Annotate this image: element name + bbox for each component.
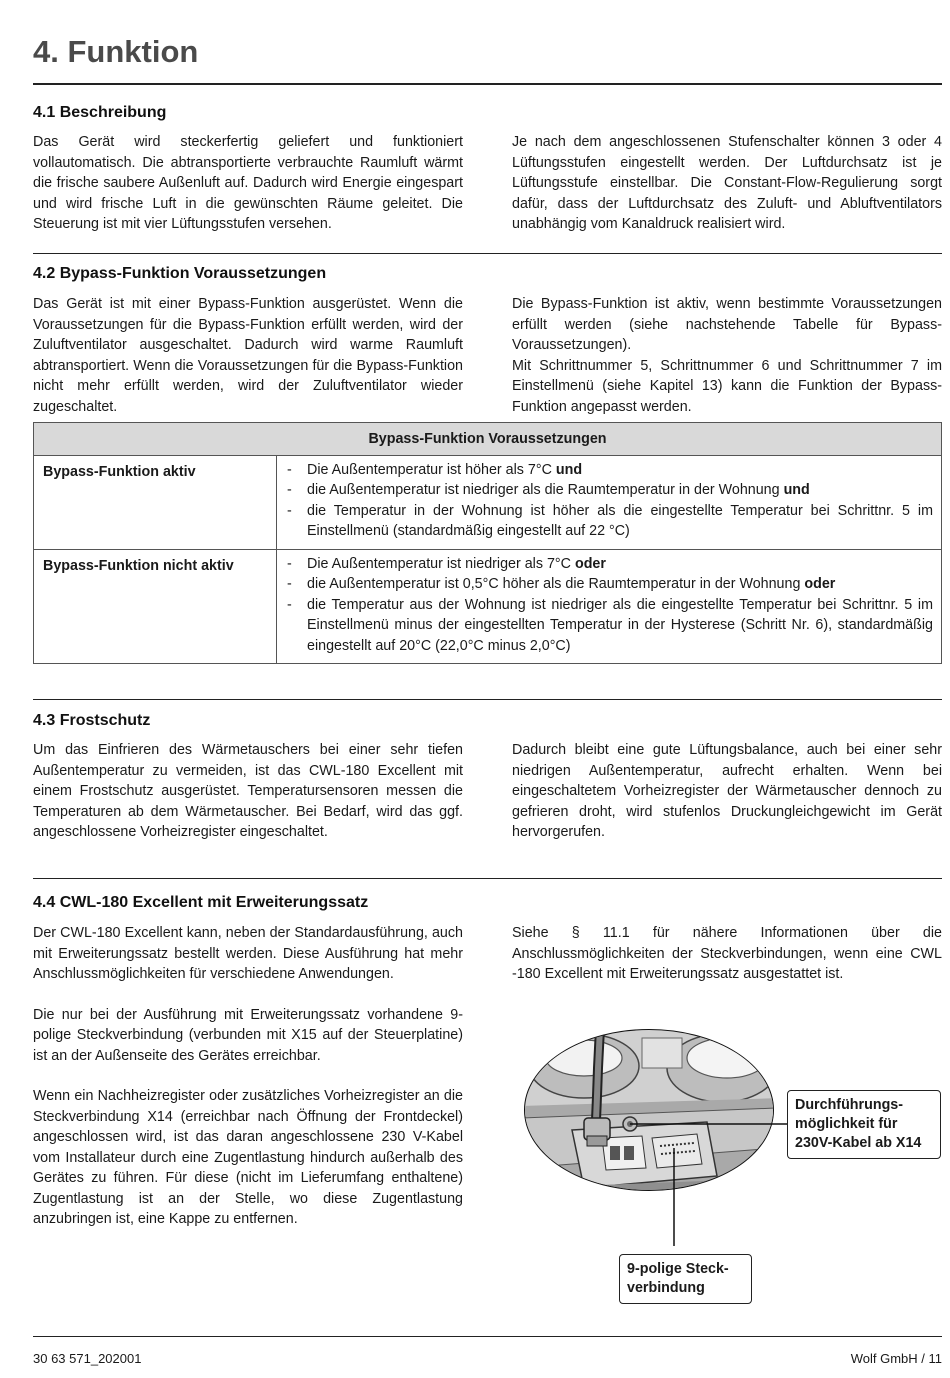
document-code: 30 63 571_202001 — [33, 1351, 142, 1366]
device-connector-illustration — [522, 1028, 942, 1303]
callout-line: Durchführungs- — [795, 1097, 904, 1113]
row-conditions-inactive — [277, 549, 942, 664]
chapter-title: 4. Funktion — [33, 34, 199, 69]
text-beschreibung-left: Das Gerät wird steckerfertig geliefert und funktioniert vollautomatisch. Die abtransportierte verbrauchte Raumluft wärmt die frische saubere Außenluft auf. Dadurch wird Energie eingespart und wird frische Luft in die gewünschten Räume geleitet. Die Steuerung ist mit vier Lüftungsstufen versehen. — [33, 134, 463, 232]
footer-divider — [33, 1336, 942, 1337]
condition-text: die Temperatur in der Wohnung ist höher als die eingestellte Temperatur bei Schrittnr. 5 im Einstellmenü (standardmäßig eingestellt auf 22 °C) — [307, 502, 933, 539]
paragraph: Die nur bei der Ausführung mit Erweiterungssatz vorhandene 9-polige Steckverbindung (verbunden mit X15 auf der Steuerplatine) ist an der Außenseite des Gerätes erreichbar. — [33, 1006, 463, 1064]
table-header: Bypass-Funktion Voraussetzungen — [34, 423, 942, 456]
dash: - — [287, 461, 292, 478]
callout-cable-entry — [787, 1090, 941, 1159]
dash: - — [287, 555, 292, 572]
condition-text: Die Außentemperatur ist niedriger als 7°C — [307, 555, 571, 572]
table-row — [34, 455, 942, 549]
condition-item — [287, 480, 933, 501]
callout-line: 9-polige Steck- — [627, 1261, 729, 1277]
condition-item — [287, 501, 933, 542]
divider — [33, 878, 942, 879]
text-bypass-right-p1: Die Bypass-Funktion ist aktiv, wenn bestimmte Voraussetzungen erfüllt werden (siehe nachstehende Tabelle für Bypass-Voraussetzungen). — [512, 296, 942, 353]
divider — [33, 253, 942, 254]
section-title-bypass: 4.2 Bypass-Funktion Voraussetzungen — [33, 265, 327, 282]
condition-connector: oder — [804, 576, 836, 592]
callout-line: verbindung — [627, 1280, 705, 1296]
row-conditions-active — [277, 455, 942, 549]
condition-text: die Außentemperatur ist niedriger als die Raumtemperatur in der Wohnung — [307, 482, 780, 498]
paragraph: Der CWL-180 Excellent kann, neben der Standardausführung, auch mit Erweiterungssatz bestellt werden. Diese Ausführung hat mehr Anschlussmöglichkeiten für verschiedene Anwendungen. — [33, 925, 463, 982]
condition-connector: oder — [574, 555, 606, 572]
condition-connector: und — [783, 482, 810, 498]
paragraph: Wenn ein Nachheizregister oder zusätzliches Vorheizregister an die Steckverbindung X14 (erreichbar nach Öffnung der Frontdeckel) angeschlossen wird, ist das daran angeschlossene 230 V-Kabel vom Installateur durch eine Zugentlastung hindurch außerhalb des Gerätes zu führen. Für diese (nicht im Lieferumfang enthaltene) Zugentlastung ist an der Stelle, wo diese Zugentlastung anzubringen ist, eine Kappe zu entfernen. — [33, 1088, 463, 1227]
text-bypass-right-p2: Mit Schrittnummer 5, Schrittnummer 6 und Schrittnummer 7 im Einstellmenü (siehe Kapitel 13) kann die Funktion der Bypass-Funktion angepasst werden. — [512, 357, 942, 415]
section-title-frostschutz: 4.3 Frostschutz — [33, 712, 151, 729]
text-beschreibung-right: Je nach dem angeschlossenen Stufenschalter können 3 oder 4 Lüftungsstufen eingestellt werden. Der Luftdurchsatz ist je Lüftungsstufe einstellbar. Die Constant-Flow-Regulierung sorgt dafür, dass der Luftdurchsatz des Zuluft- und Abluftventilators unabhängig vom Kanaldruck realisiert wird. — [512, 134, 942, 232]
condition-item — [287, 595, 933, 657]
text-erweiterungssatz-right: Siehe § 11.1 für nähere Informationen über die Anschlussmöglichkeiten der Steckverbindungen, wenn eine CWL -180 Excellent mit Erweiterungssatz ausgestattet ist. — [512, 925, 942, 982]
divider — [33, 83, 942, 85]
condition-text: die Außentemperatur ist 0,5°C höher als die Raumtemperatur in der Wohnung — [307, 576, 801, 592]
dash: - — [287, 502, 292, 519]
table-row — [34, 549, 942, 664]
text-frostschutz-left: Um das Einfrieren des Wärmetauschers bei einer sehr tiefen Außentemperatur zu vermeiden, ist das CWL-180 Excellent mit einem Frostschutz ausgerüstet. Temperatursensoren messen die Temperaturen ab dem Wärmetauscher. Bei Bedarf, wird das ggf. angeschlossene Vorheizregister eingeschaltet. — [33, 742, 463, 840]
condition-item — [287, 574, 933, 595]
condition-connector: und — [555, 461, 583, 478]
condition-item — [287, 460, 933, 481]
condition-item — [287, 554, 933, 575]
divider — [33, 699, 942, 700]
condition-text: die Temperatur aus der Wohnung ist niedriger als die eingestellte Temperatur bei Schrittnr. 5 im Einstellmenü minus der eingestellten Temperatur in der Hysterese (Schritt Nr. 6), standardmäßig eingestellt auf 20°C (22,0°C minus 2,0°C) — [307, 596, 933, 654]
text-bypass-left: Das Gerät ist mit einer Bypass-Funktion ausgerüstet. Wenn die Voraussetzungen für die Bypass-Funktion erfüllt werden, wird der Zuluftventilator ausgeschaltet. Dadurch wird warme Raumluft abtransportiert. Wenn die Voraussetzungen für die Bypass-Funktion nicht mehr erfüllt werden, wird der Zuluftventilator wieder zugeschaltet. — [33, 296, 463, 415]
dash: - — [287, 482, 292, 498]
dash: - — [287, 596, 292, 613]
callout-line: möglichkeit für — [795, 1116, 898, 1132]
condition-text: Die Außentemperatur ist höher als 7°C — [307, 461, 552, 478]
text-frostschutz-right: Dadurch bleibt eine gute Lüftungsbalance, auch bei einer sehr niedrigen Außentemperatur, aufrecht erhalten. Wenn bei eingeschaltetem Vorheizregister der Wärmetauscher dennoch zu gefrieren droht, wird stufenlos Druckungleichgewicht im Gerät hervorgerufen. — [512, 742, 942, 840]
callout-line: 230V-Kabel ab X14 — [795, 1135, 922, 1151]
bypass-conditions-table — [33, 422, 942, 664]
section-title-erweiterungssatz: 4.4 CWL-180 Excellent mit Erweiterungssatz — [33, 894, 369, 911]
row-label-inactive: Bypass-Funktion nicht aktiv — [34, 549, 277, 664]
text-bypass-right — [512, 294, 942, 417]
page-number: Wolf GmbH / 11 — [850, 1351, 942, 1366]
row-label-active: Bypass-Funktion aktiv — [34, 455, 277, 549]
callout-9pin-connector — [619, 1254, 752, 1304]
dash: - — [287, 576, 292, 592]
section-title-beschreibung: 4.1 Beschreibung — [33, 104, 167, 121]
text-erweiterungssatz-left — [33, 923, 463, 1230]
